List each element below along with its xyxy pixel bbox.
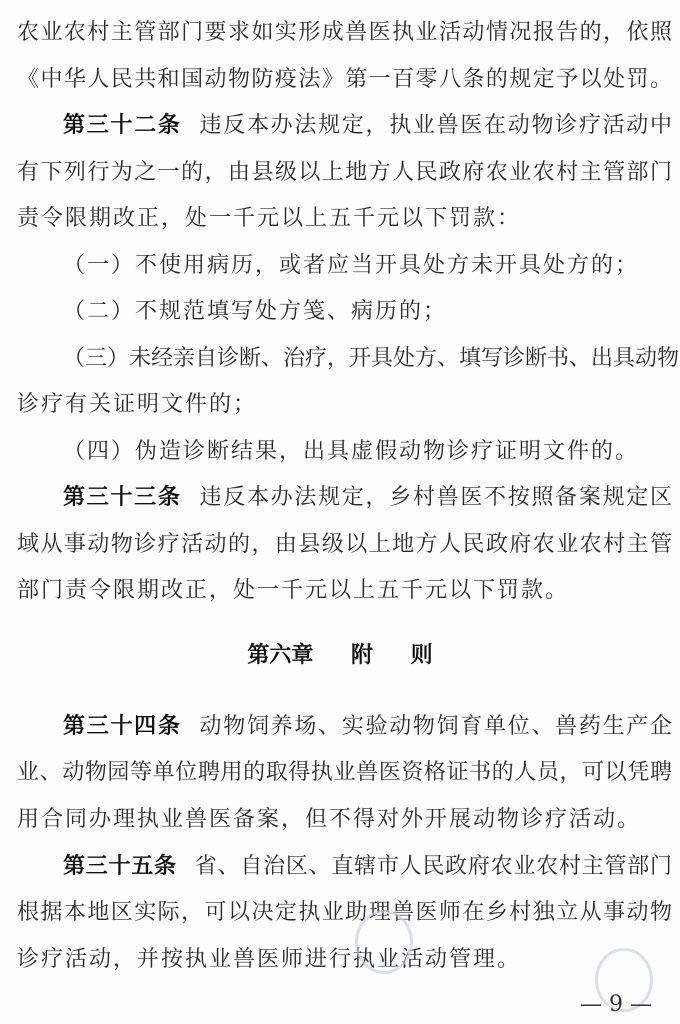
text-line: 农业农村主管部门要求如实形成兽医执业活动情况报告的，依照 (17, 20, 672, 45)
list-item: （四）伪造诊断结果，出具虚假动物诊疗证明文件的。 (63, 439, 640, 464)
article-34-line (63, 712, 672, 742)
article-33-line (63, 483, 672, 513)
article-number: 第三十五条 (63, 854, 177, 879)
list-item: （一）不使用病历，或者应当开具处方未开具处方的； (63, 253, 640, 278)
text: 违反本办法规定，乡村兽医不按照备案规定区 (199, 485, 672, 510)
text-line: 域从事动物诊疗活动的，由县级以上地方人民政府农业农村主管 (17, 532, 672, 557)
article-number: 第三十三条 (63, 485, 182, 510)
text: 违反本办法规定，执业兽医在动物诊疗活动中 (199, 113, 672, 138)
text-line: 根据本地区实际，可以决定执业助理兽医师在乡村独立从事动物 (17, 900, 672, 925)
text-line: 《中华人民共和国动物防疫法》第一百零八条的规定予以处罚。 (17, 67, 672, 92)
article-35-line (63, 852, 672, 882)
text-line: 用合同办理执业兽医备案，但不得对外开展动物诊疗活动。 (17, 807, 642, 832)
chapter-heading: 第六章 附 则 (247, 643, 433, 668)
article-32-line (63, 111, 672, 141)
touch-indicator-circle (355, 910, 413, 974)
text-line: 诊疗活动，并按执业兽医师进行执业活动管理。 (17, 947, 522, 972)
text: 动物饲养场、实验动物饲育单位、兽药生产企 (199, 714, 672, 739)
text-line: 业、动物园等单位聘用的取得执业兽医资格证书的人员，可以凭聘 (17, 760, 672, 785)
text-line: 有下列行为之一的，由县级以上地方人民政府农业农村主管部门 (17, 160, 672, 185)
list-item: （二）不规范填写处方笺、病历的； (63, 299, 448, 324)
article-number: 第三十二条 (63, 113, 182, 138)
text: 省、自治区、直辖市人民政府农业农村主管部门 (194, 854, 672, 879)
page-number: — 9 — (580, 992, 652, 1017)
text-line: 诊疗有关证明文件的； (17, 392, 258, 417)
text-line: 责令限期改正，处一千元以上五千元以下罚款： (17, 206, 522, 231)
text-line: 部门责令限期改正，处一千元以上五千元以下罚款。 (17, 578, 570, 603)
list-item: （三）未经亲自诊断、治疗，开具处方、填写诊断书、出具动物 (63, 346, 680, 371)
article-number: 第三十四条 (63, 714, 182, 739)
